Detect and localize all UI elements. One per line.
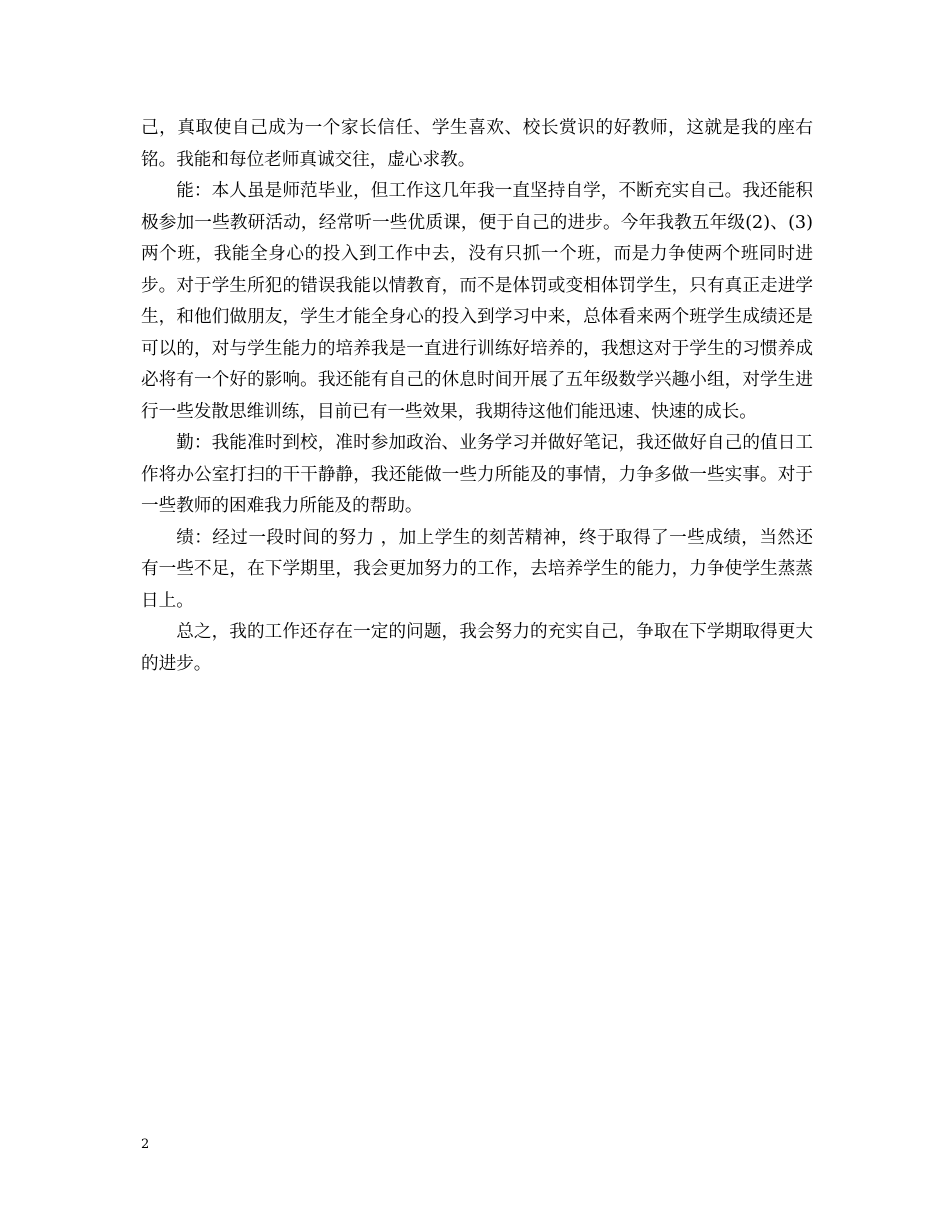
paragraph-diligence: 勤：我能准时到校，准时参加政治、业务学习并做好笔记，我还做好自己的值日工作将办公室打扫的干干静静，我还能做一些力所能及的事情，力争多做一些实事。对于一些教师的困难我力所能及的帮助。 <box>141 433 813 516</box>
document-body <box>141 113 813 680</box>
paragraph-motto: 己，真取使自己成为一个家长信任、学生喜欢、校长赏识的好教师，这就是我的座右铭。我能和每位老师真诚交往，虚心求教。 <box>141 118 813 170</box>
paragraph-ability: 能：本人虽是师范毕业，但工作这几年我一直坚持自学，不断充实自己。我还能积极参加一些教研活动，经常听一些优质课，便于自己的进步。今年我教五年级(2)、(3)两个班，我能全身心的投入到工作中去，没有只抓一个班，而是力争使两个班同时进步。对于学生所犯的错误我能以情教育，而不是体罚或变相体罚学生，只有真正走进学生，和他们做朋友，学生才能全身心的投入到学习中来，总体看来两个班学生成绩还是可以的，对与学生能力的培养我是一直进行训练好培养的，我想这对于学生的习惯养成必将有一个好的影响。我还能有自己的休息时间开展了五年级数学兴趣小组，对学生进行一些发散思维训练，目前已有一些效果，我期待这他们能迅速、快速的成长。 <box>141 181 813 422</box>
page-number: 2 <box>141 1137 150 1152</box>
paragraph-conclusion: 总之，我的工作还存在一定的问题，我会努力的充实自己，争取在下学期取得更大的进步。 <box>141 622 813 674</box>
paragraph-achievement: 绩：经过一段时间的努力 ，加上学生的刻苦精神，终于取得了一些成绩，当然还有一些不足，在下学期里，我会更加努力的工作，去培养学生的能力，力争使学生蒸蒸日上。 <box>141 527 813 611</box>
